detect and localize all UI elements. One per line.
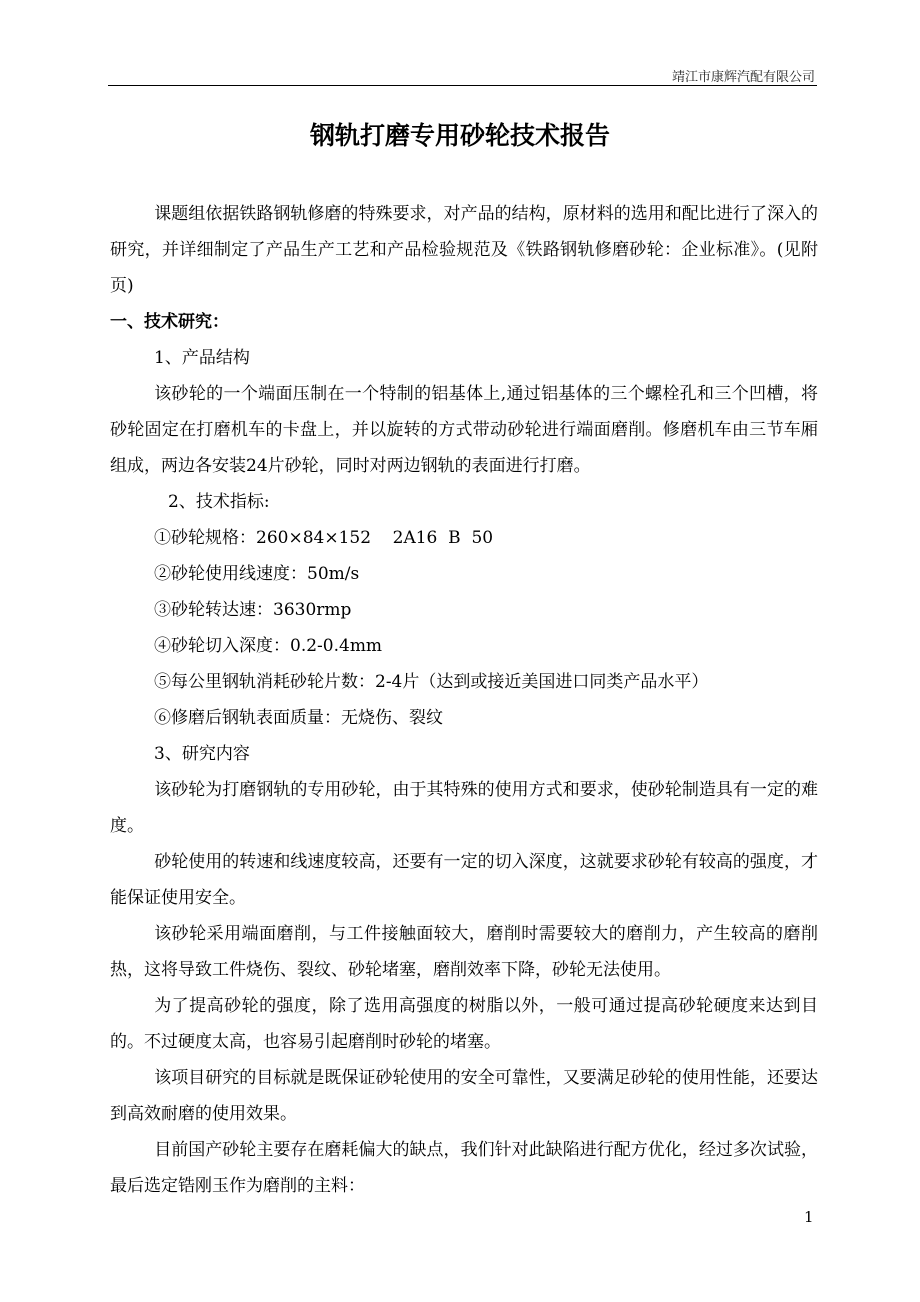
spec-item: ④砂轮切入深度：0.2-0.4mm	[154, 636, 383, 656]
header-rule	[108, 85, 817, 86]
sub-heading-product-structure: 1、产品结构	[154, 348, 250, 368]
intro-paragraph: 课题组依据铁路钢轨修磨的特殊要求，对产品的结构，原材料的选用和配比进行了深入的研究，并详细制定了产品生产工艺和产品检验规范及《铁路钢轨修磨砂轮：企业标准》。(见附页)	[110, 204, 818, 296]
sub-heading-tech-specs: 2、技术指标:	[168, 492, 270, 512]
research-paragraph: 为了提高砂轮的强度，除了选用高强度的树脂以外，一般可通过提高砂轮硬度来达到目的。不过硬度太高，也容易引起磨削时砂轮的堵塞。	[110, 996, 818, 1052]
document-title: 钢轨打磨专用砂轮技术报告	[309, 121, 610, 150]
product-structure-paragraph: 该砂轮的一个端面压制在一个特制的铝基体上,通过铝基体的三个螺栓孔和三个凹槽，将砂轮固定在打磨机车的卡盘上，并以旋转的方式带动砂轮进行端面磨削。修磨机车由三节车厢组成，两边各安装24片砂轮，同时对两边钢轨的表面进行打磨。	[110, 384, 818, 476]
research-paragraph: 该砂轮为打磨钢轨的专用砂轮，由于其特殊的使用方式和要求，使砂轮制造具有一定的难度。	[110, 780, 818, 836]
spec-item: ⑤每公里钢轨消耗砂轮片数：2-4片（达到或接近美国进口同类产品水平）	[154, 672, 709, 692]
research-paragraph: 该砂轮采用端面磨削，与工件接触面较大，磨削时需要较大的磨削力，产生较高的磨削热，这将导致工件烧伤、裂纹、砂轮堵塞，磨削效率下降，砂轮无法使用。	[110, 924, 818, 980]
research-paragraph: 砂轮使用的转速和线速度较高，还要有一定的切入深度，这就要求砂轮有较高的强度，才能保证使用安全。	[110, 852, 818, 908]
research-paragraph: 目前国产砂轮主要存在磨耗偏大的缺点，我们针对此缺陷进行配方优化，经过多次试验，最后选定锆刚玉作为磨削的主料：	[110, 1140, 818, 1196]
spec-item: ③砂轮转达速：3630rmp	[154, 600, 352, 620]
page-number: 1	[804, 1208, 814, 1226]
document-body	[110, 196, 818, 1204]
spec-item: ①砂轮规格：260×84×152 2A16 B 50	[154, 528, 494, 548]
spec-item: ⑥修磨后钢轨表面质量：无烧伤、裂纹	[154, 708, 443, 728]
sub-heading-research-content: 3、研究内容	[154, 744, 250, 764]
research-paragraph: 该项目研究的目标就是既保证砂轮使用的安全可靠性，又要满足砂轮的使用性能，还要达到高效耐磨的使用效果。	[110, 1068, 818, 1124]
header-company: 靖江市康辉汽配有限公司	[671, 70, 815, 85]
spec-item: ②砂轮使用线速度：50m/s	[154, 564, 360, 584]
section-heading-tech-research: 一、技术研究：	[110, 312, 229, 332]
